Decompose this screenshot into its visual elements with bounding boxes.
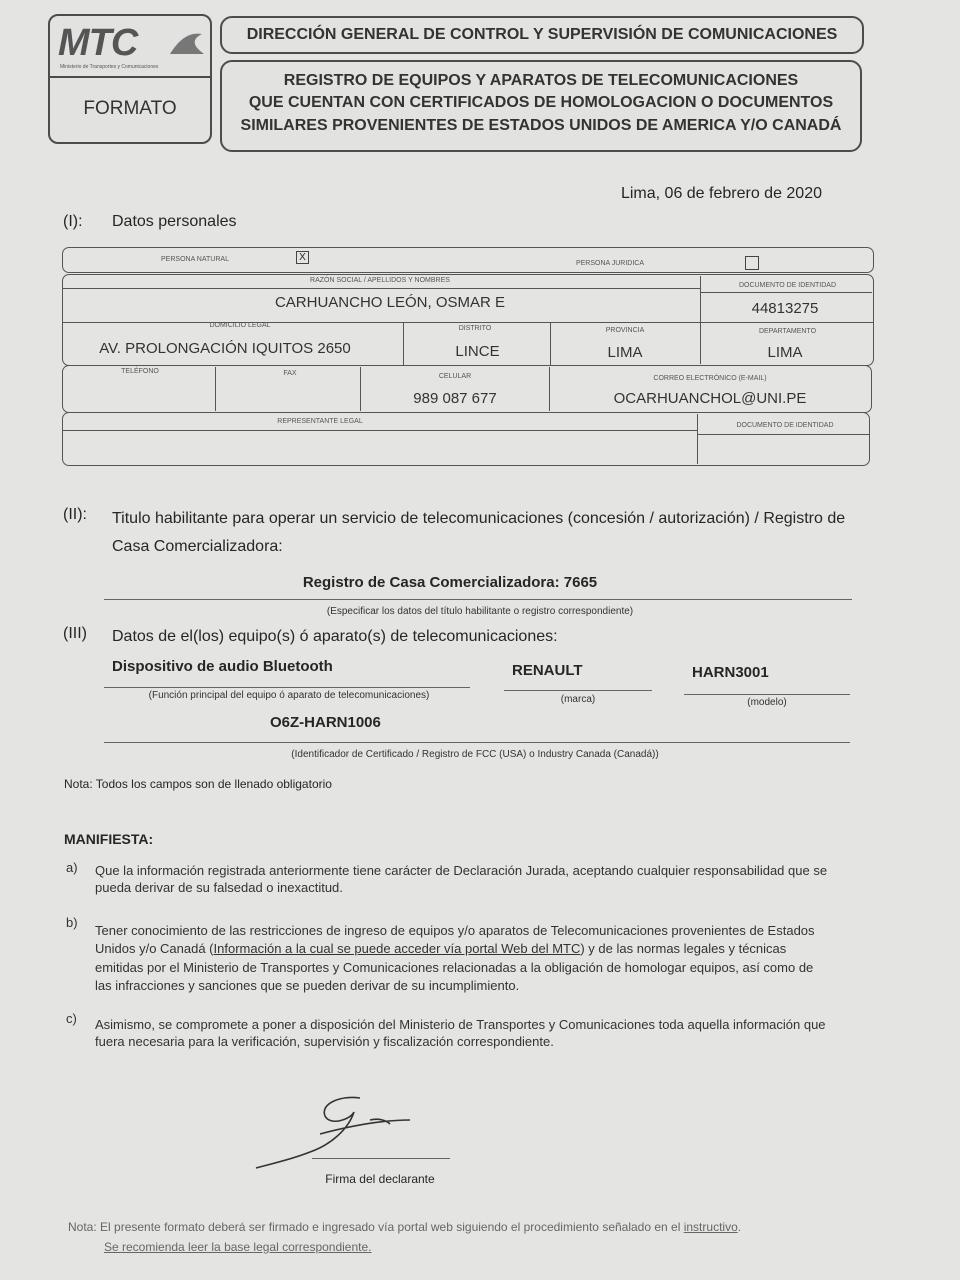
modelo-value: HARN3001 <box>692 664 769 681</box>
persona-juridica-checkbox[interactable] <box>745 256 759 270</box>
distrito-label: DISTRITO <box>458 325 492 332</box>
section-1-number: (I): <box>63 213 83 230</box>
firma-label: Firma del declarante <box>325 1172 435 1186</box>
email-label: CORREO ELECTRÓNICO (E-MAIL) <box>653 375 767 382</box>
section-3-number: (III) <box>63 625 87 642</box>
registro-header <box>220 60 862 152</box>
modelo-caption: (modelo) <box>747 697 787 708</box>
portal-web-mtc-link[interactable]: Información a la cual se puede acceder vía portal Web del MTC <box>213 941 581 956</box>
marca-value: RENAULT <box>512 662 583 679</box>
persona-juridica-label: PERSONA JURIDICA <box>575 260 645 267</box>
certificado-caption: (Identificador de Certificado / Registro de FCC (USA) o Industry Canada (Canadá)) <box>291 749 659 760</box>
formato-label: FORMATO <box>83 98 177 119</box>
doc-identidad-label: DOCUMENTO DE IDENTIDAD <box>738 282 837 289</box>
representante-label: REPRESENTANTE LEGAL <box>277 418 363 425</box>
section-2-text-line-1: Titulo habilitante para operar un servicio de telecomunicaciones (concesión / autorización) / Registro de <box>112 510 846 527</box>
document-date: Lima, 06 de febrero de 2020 <box>620 185 822 202</box>
provincia-value: LIMA <box>607 344 643 361</box>
provincia-label: PROVINCIA <box>605 327 645 334</box>
telefono-label: TELÉFONO <box>121 368 159 375</box>
footer-nota-label: Nota: <box>68 1220 97 1234</box>
mtc-logo: MTC <box>58 22 138 64</box>
base-legal-link[interactable]: Se recomienda leer la base legal correspondiente. <box>104 1240 372 1254</box>
rep-doc-label: DOCUMENTO DE IDENTIDAD <box>736 422 834 429</box>
funcion-value: Dispositivo de audio Bluetooth <box>112 658 333 675</box>
email-value: OCARHUANCHOL@UNI.PE <box>613 390 807 407</box>
departamento-value: LIMA <box>767 344 803 361</box>
fax-label: FAX <box>283 370 297 377</box>
razon-social-value: CARHUANCHO LEÓN, OSMAR E <box>274 294 506 311</box>
direccion-header <box>220 16 864 54</box>
persona-natural-checkbox[interactable]: X <box>296 251 309 264</box>
logo-subtitle: Ministerio de Transportes y Comunicaciones <box>60 64 159 70</box>
marca-caption: (marca) <box>560 694 596 705</box>
razon-social-label: RAZÓN SOCIAL / APELLIDOS Y NOMBRES <box>310 277 450 284</box>
section-2-text-line-2: Casa Comercializadora: <box>112 538 283 555</box>
certificado-value: O6Z-HARN1006 <box>270 714 381 731</box>
section-3-title: Datos de el(los) equipo(s) ó aparato(s) de telecomunicaciones: <box>112 628 558 645</box>
nota-obligatorio: Nota: Todos los campos son de llenado obligatorio <box>64 777 332 791</box>
logo-box <box>48 14 212 144</box>
distrito-value: LINCE <box>455 343 500 360</box>
mtc-wave-icon <box>168 28 208 58</box>
item-a-letter: a) <box>66 860 78 875</box>
registro-title-line-1: REGISTRO DE EQUIPOS Y APARATOS DE TELECOMUNICACIONES <box>283 72 799 89</box>
signature <box>250 1090 440 1175</box>
celular-label: CELULAR <box>438 373 472 380</box>
domicilio-value: AV. PROLONGACIÓN IQUITOS 2650 <box>99 340 351 357</box>
section-2-caption: (Especificar los datos del título habilitante o registro correspondiente) <box>326 606 634 617</box>
doc-identidad-value: 44813275 <box>751 300 819 317</box>
item-a-line-1: Que la información registrada anteriormente tiene carácter de Declaración Jurada, aceptando cualquier responsabilidad que se <box>95 863 828 878</box>
casa-comercializadora-value: Registro de Casa Comercializadora: 7665 <box>302 574 598 591</box>
manifiesta-title: MANIFIESTA: <box>64 831 154 847</box>
registro-title-line-2: QUE CUENTAN CON CERTIFICADOS DE HOMOLOGACION O DOCUMENTOS <box>248 94 834 111</box>
item-b-line-2: Unidos y/o Canadá (Información a la cual se puede acceder vía portal Web del MTC) y de las normas legales y técnicas <box>95 941 787 956</box>
item-b-line-4: las infracciones y sanciones que se pueden derivar de su incumplimiento. <box>95 978 520 993</box>
departamento-label: DEPARTAMENTO <box>758 328 817 335</box>
direccion-title: DIRECCIÓN GENERAL DE CONTROL Y SUPERVISIÓN DE COMUNICACIONES <box>246 26 838 43</box>
section-2-number: (II): <box>63 506 87 523</box>
item-b-line-1: Tener conocimiento de las restricciones de ingreso de equipos y/o aparatos de Telecomunicaciones provenientes de Estados <box>95 923 815 938</box>
celular-value: 989 087 677 <box>413 390 497 407</box>
footer-line-1: Nota: El presente formato deberá ser firmado e ingresado vía portal web siguiendo el procedimiento señalado en el instructivo. <box>68 1220 742 1234</box>
item-b-letter: b) <box>66 915 78 930</box>
domicilio-label: DOMICILIO LEGAL <box>209 322 271 329</box>
funcion-caption: (Función principal del equipo ó aparato de telecomunicaciones) <box>148 690 430 701</box>
item-a-line-2: pueda derivar de su falsedad o inexactitud. <box>95 880 343 895</box>
item-c-line-1: Asimismo, se compromete a poner a disposición del Ministerio de Transportes y Comunicaciones toda aquella información que <box>95 1017 826 1032</box>
section-1-title: Datos personales <box>112 213 237 230</box>
item-c-line-2: fuera necesaria para la verificación, supervisión y fiscalización correspondiente. <box>95 1034 554 1049</box>
instructivo-link[interactable]: instructivo <box>683 1220 738 1234</box>
item-b-line-3: emitidas por el Ministerio de Transportes y Comunicaciones relacionadas a la obligación de homologar equipos, así como de <box>95 960 814 975</box>
registro-title-line-3: SIMILARES PROVENIENTES DE ESTADOS UNIDOS DE AMERICA Y/O CANADÁ <box>240 117 842 134</box>
persona-natural-label: PERSONA NATURAL <box>161 256 229 263</box>
item-c-letter: c) <box>66 1011 77 1026</box>
